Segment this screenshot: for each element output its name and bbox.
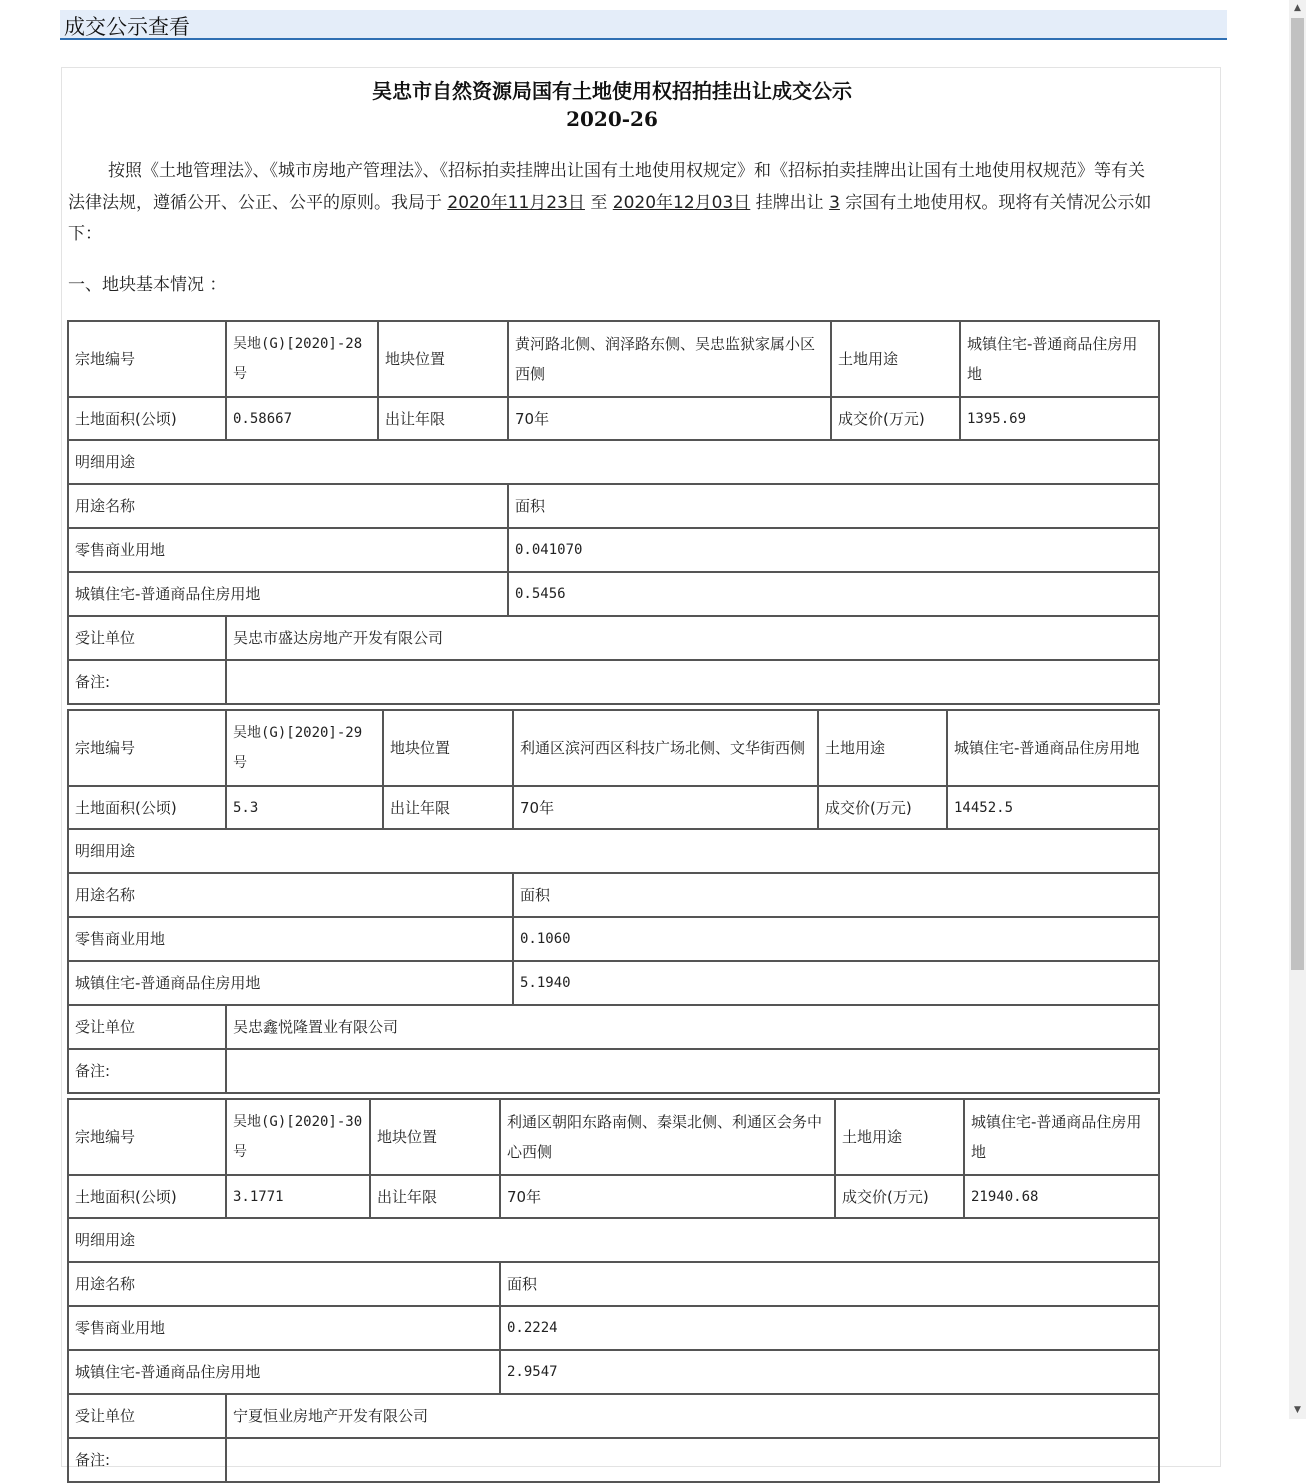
- notice-title: 吴忠市自然资源局国有土地使用权招拍挂出让成交公示: [372, 79, 852, 103]
- label-land-use: 土地用途: [831, 321, 960, 397]
- intro-text-2: 挂牌出让: [755, 192, 824, 213]
- parcel-buyer: 吴忠鑫悦隆置业有限公司: [226, 1005, 1159, 1049]
- label-price: 成交价(万元): [818, 786, 947, 829]
- detail-use-name: 城镇住宅-普通商品住房用地: [68, 1350, 500, 1394]
- parcel-location: 利通区朝阳东路南侧、秦渠北侧、利通区会务中心西侧: [500, 1099, 835, 1175]
- label-use-area: 面积: [513, 873, 1159, 917]
- label-detail-use: 明细用途: [68, 829, 1159, 873]
- label-use-name: 用途名称: [68, 484, 508, 528]
- intro-text-1: 按照《土地管理法》、《城市房地产管理法》、《招标拍卖挂牌出让国有土地使用权规定》和《招标拍卖挂牌出让国有土地使用权规范》等有关法律法规，遵循公开、公正、公平的原则。我局于: [68, 161, 1145, 213]
- detail-use-area: 0.1060: [513, 917, 1159, 961]
- parcel-buyer: 吴忠市盛达房地产开发有限公司: [226, 616, 1159, 660]
- section-title: 一、地块基本情况 ：: [68, 275, 227, 295]
- parcel-buyer: 宁夏恒业房地产开发有限公司: [226, 1394, 1159, 1438]
- label-area: 土地面积(公顷): [68, 786, 226, 829]
- parcel-table: [67, 709, 1160, 1094]
- parcel-price: 1395.69: [960, 397, 1159, 440]
- parcel-land-use: 城镇住宅-普通商品住房用地: [947, 710, 1159, 786]
- parcel-remark: [226, 1438, 1159, 1482]
- label-remark: 备注:: [68, 660, 226, 704]
- parcel-no: 吴地(G)[2020]-29号: [226, 710, 383, 786]
- label-location: 地块位置: [383, 710, 513, 786]
- intro-paragraph: [68, 156, 1158, 251]
- intro-text-3: 宗国有土地使用权。现将有关情况公示如下：: [68, 192, 1152, 244]
- detail-use-name: 零售商业用地: [68, 528, 508, 572]
- label-detail-use: 明细用途: [68, 440, 1159, 484]
- label-location: 地块位置: [378, 321, 508, 397]
- label-area: 土地面积(公顷): [68, 397, 226, 440]
- label-buyer: 受让单位: [68, 1005, 226, 1049]
- label-price: 成交价(万元): [835, 1175, 964, 1218]
- parcel-price: 14452.5: [947, 786, 1159, 829]
- parcel-no: 吴地(G)[2020]-30号: [226, 1099, 370, 1175]
- to-word: 至: [590, 192, 608, 213]
- label-area: 土地面积(公顷): [68, 1175, 226, 1218]
- label-location: 地块位置: [370, 1099, 500, 1175]
- parcel-term: 70年: [500, 1175, 835, 1218]
- scrollbar-thumb[interactable]: [1291, 18, 1304, 970]
- parcel-remark: [226, 1049, 1159, 1093]
- label-parcel-no: 宗地编号: [68, 321, 226, 397]
- parcel-remark: [226, 660, 1159, 704]
- label-price: 成交价(万元): [831, 397, 960, 440]
- parcel-area: 0.58667: [226, 397, 378, 440]
- parcel-count: 3: [829, 192, 840, 213]
- parcel-term: 70年: [508, 397, 831, 440]
- parcel-table: [67, 1098, 1160, 1483]
- detail-use-area: 2.9547: [500, 1350, 1159, 1394]
- label-use-name: 用途名称: [68, 1262, 500, 1306]
- label-buyer: 受让单位: [68, 616, 226, 660]
- label-land-use: 土地用途: [835, 1099, 964, 1175]
- label-remark: 备注:: [68, 1049, 226, 1093]
- parcel-land-use: 城镇住宅-普通商品住房用地: [960, 321, 1159, 397]
- detail-use-name: 零售商业用地: [68, 1306, 500, 1350]
- label-detail-use: 明细用途: [68, 1218, 1159, 1262]
- parcel-area: 3.1771: [226, 1175, 370, 1218]
- parcel-table: [67, 320, 1160, 705]
- label-use-area: 面积: [500, 1262, 1159, 1306]
- page-header: [60, 10, 1227, 40]
- end-date: 2020年12月03日: [612, 192, 751, 213]
- arrow-down-icon[interactable]: ▼: [1294, 1405, 1301, 1415]
- parcel-price: 21940.68: [964, 1175, 1159, 1218]
- vertical-scrollbar[interactable]: [1289, 0, 1306, 1419]
- label-use-name: 用途名称: [68, 873, 513, 917]
- parcel-no: 吴地(G)[2020]-28号: [226, 321, 378, 397]
- label-parcel-no: 宗地编号: [68, 1099, 226, 1175]
- arrow-up-icon[interactable]: ▲: [1294, 3, 1301, 13]
- detail-use-name: 城镇住宅-普通商品住房用地: [68, 572, 508, 616]
- parcel-area: 5.3: [226, 786, 383, 829]
- detail-use-area: 0.041070: [508, 528, 1159, 572]
- detail-use-name: 城镇住宅-普通商品住房用地: [68, 961, 513, 1005]
- detail-use-area: 5.1940: [513, 961, 1159, 1005]
- page-title: 成交公示查看: [64, 15, 190, 39]
- detail-use-area: 0.5456: [508, 572, 1159, 616]
- parcel-location: 黄河路北侧、润泽路东侧、吴忠监狱家属小区西侧: [508, 321, 831, 397]
- detail-use-area: 0.2224: [500, 1306, 1159, 1350]
- label-land-use: 土地用途: [818, 710, 947, 786]
- label-term: 出让年限: [378, 397, 508, 440]
- parcel-location: 利通区滨河西区科技广场北侧、文华街西侧: [513, 710, 818, 786]
- parcel-land-use: 城镇住宅-普通商品住房用地: [964, 1099, 1159, 1175]
- label-term: 出让年限: [370, 1175, 500, 1218]
- label-remark: 备注:: [68, 1438, 226, 1482]
- start-date: 2020年11月23日: [447, 192, 585, 213]
- label-term: 出让年限: [383, 786, 513, 829]
- label-buyer: 受让单位: [68, 1394, 226, 1438]
- label-parcel-no: 宗地编号: [68, 710, 226, 786]
- detail-use-name: 零售商业用地: [68, 917, 513, 961]
- notice-number: 2020-26: [566, 107, 658, 131]
- parcel-term: 70年: [513, 786, 818, 829]
- label-use-area: 面积: [508, 484, 1159, 528]
